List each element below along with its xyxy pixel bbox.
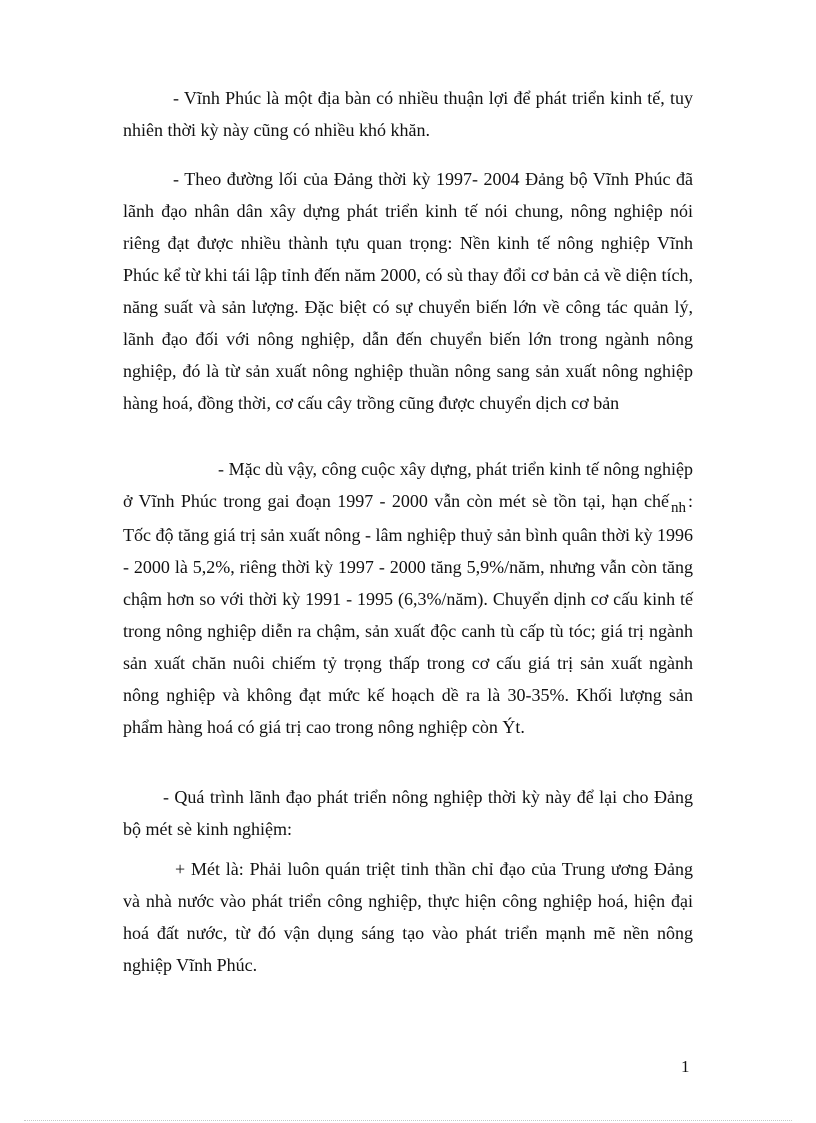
page-number: 1	[681, 1057, 690, 1076]
paragraph-achievements: - Theo đường lối của Đảng thời kỳ 1997- 2004 Đảng bộ Vĩnh Phúc đã lãnh đạo nhân dân xây dựng phát triển kinh tế nói chung, nông nghiệp nói riêng đạt được nhiều thành tựu quan trọng: Nền kinh tế nông nghiệp Vĩnh Phúc kể từ khi tái lập tỉnh đến năm 2000, có sù thay đổi cơ bản cả về diện tích, năng suất và sản lượng. Đặc biệt có sự chuyển biến lớn về công tác quản lý, lãnh đạo đối với nông nghiệp, dẫn đến chuyển biến lớn trong ngành nông nghiệp, đó là từ sản xuất nông nghiệp thuần nông sang sản xuất nông nghiệp hàng hoá, đồng thời, cơ cấu cây trồng cũng được chuyển dịch cơ bản	[123, 169, 693, 413]
paragraph-lessons: - Quá trình lãnh đạo phát triển nông nghiệp thời kỳ này để lại cho Đảng bộ mét sè kinh nghiệm:	[123, 787, 693, 839]
paragraph-advantages: - Vĩnh Phúc là một địa bàn có nhiều thuận lợi để phát triển kinh tế, tuy nhiên thời kỳ này cũng có nhiều khó khăn.	[123, 88, 693, 140]
subscript-marker: nh	[670, 500, 686, 516]
paragraph-limitations-text-end: : Tốc độ tăng giá trị sản xuất nông - lâm nghiệp thuỷ sản bình quân thời kỳ 1996 - 2000 là 5,2%, riêng thời kỳ 1997 - 2000 tăng 5,9%/năm, nhưng vẫn còn tăng chậm hơn so với thời kỳ 1991 - 1995 (6,3%/năm). Chuyển dịnh cơ cấu kinh tế trong nông nghiệp diễn ra chậm, sản xuất độc canh tù cấp tù tóc; giá trị ngành sản xuất chăn nuôi chiếm tỷ trọng thấp trong cơ cấu giá trị sản xuất ngành nông nghiệp và không đạt mức kế hoạch dề ra là 30-35%. Khối lượng sản phẩm hàng hoá có giá trị cao trong nông nghiệp còn Ýt.	[123, 491, 693, 737]
page-bottom-divider	[24, 1120, 792, 1121]
paragraph-limitations	[123, 453, 693, 743]
paragraph-first-lesson: + Mét là: Phải luôn quán triệt tinh thần chỉ đạo của Trung ương Đảng và nhà nước vào phát triển công nghiệp, thực hiện công nghiệp hoá, hiện đại hoá đất nước, từ đó vận dụng sáng tạo vào phát triển mạnh mẽ nền nông nghiệp Vĩnh Phúc.	[123, 859, 693, 975]
paragraph-limitations-text-start: - Mặc dù vậy, công cuộc xây dựng, phát triển kinh tế nông nghiệp ở Vĩnh Phúc trong gai đoạn 1997 - 2000 vẫn còn mét sè tồn tại, hạn chế	[123, 459, 693, 511]
